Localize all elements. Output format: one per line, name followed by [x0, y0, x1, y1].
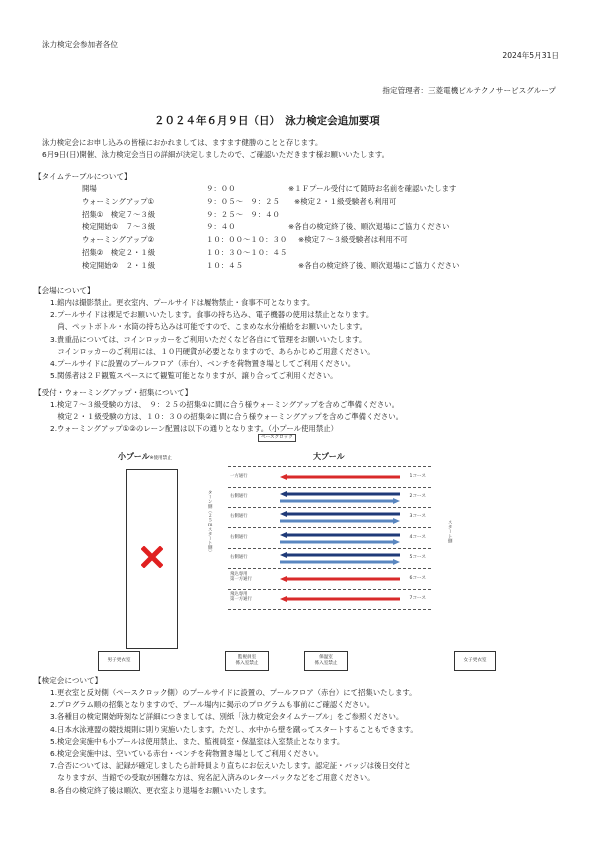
lane-rule-label: 飛込専用 第一方通行 [230, 571, 252, 582]
lane-arrow-head [393, 518, 400, 524]
timetable-note: ※検定２・１級受験者も利用可 [294, 196, 397, 206]
timetable-time: ９：００ [206, 184, 236, 193]
timetable-time: ９：２５～ ９：４０ [206, 209, 280, 219]
female-room-label: 女子更衣室 [463, 658, 487, 664]
venue-line: コインロッカーのご利用には、１０円硬貨が必要となりますので、あらかじめご用意ください。 [50, 346, 375, 356]
venue-line: 尚、ペットボトル・水筒の持ち込みは可能ですので、こまめな水分補給をお願いいたします。 [50, 322, 368, 332]
venue-line: 3.貴重品については、コインロッカーをご利用いただくなど各自にて管理をお願いいたします。 [50, 334, 367, 344]
timetable-event: 招集① 検定７～３級 [82, 209, 156, 219]
lane-arrow-left [280, 532, 400, 538]
reception-heading: 【受付・ウォーミングアップ・招集について】 [34, 388, 193, 397]
male-room-label: 男子更衣室 [107, 658, 131, 664]
lane-arrow-left [280, 491, 400, 497]
timetable-note: ※１Ｆプール受付にて随時お名前を確認いたします [288, 184, 457, 193]
lane-row [228, 487, 431, 508]
timetable-time: １０：００～１０：３０ [206, 235, 288, 245]
lane-course-label: 4コース [409, 534, 426, 540]
small-pool-note: ※使用禁止 [149, 456, 172, 461]
lane-row [228, 507, 431, 528]
timetable-row [82, 210, 562, 222]
recipient: 泳力検定会参加者各位 [42, 40, 118, 49]
venue-line: 1.館内は撮影禁止。更衣室内、プールサイドは履物禁止・食事不可となります。 [50, 298, 315, 307]
reception-line: 2.ウォーミングアップ①②のレーン配置は以下の通りとなります。（小プール使用禁止） [50, 424, 338, 434]
exam-line: 6.検定会実施中は、空いている赤台・ベンチを荷物置き場としてご利用ください。 [50, 749, 324, 758]
lane-rule-label: 飛込専用 第一方通行 [230, 592, 252, 603]
reception-line: 1.検定７～３級受験の方は、 ９：２５の招集①に間に合う様ウォーミングアップを含めご準備ください。 [50, 400, 399, 409]
lane-rule-label: 右側通行 [230, 534, 248, 540]
exam-line: 3.各種目の検定開始時刻など詳細につきましては、別紙「泳力検定会タイムテーブル」をご参照ください。 [50, 712, 404, 722]
storage-room-label: 保温室 係入室禁止 [314, 655, 338, 666]
timetable-time: ９：４０ [206, 222, 236, 232]
small-pool-title [118, 452, 172, 463]
intro-line-2: 6月9日(日)開催、泳力検定会当日の詳細が決定しましたので、ご確認いただきます様お願いいたします。 [42, 150, 390, 159]
timetable-row [82, 222, 562, 234]
lane-rule-label: 一方通行 [230, 474, 248, 479]
venue-line: 5.関係者は２Ｆ観覧スペースにて観覧可能となりますが、譲り合ってご利用ください。 [50, 371, 338, 381]
lane-row [228, 589, 431, 610]
pace-clock-label: ペースクロック [258, 434, 296, 442]
lane-arrow-head [280, 511, 287, 517]
lane-course-label: 5コース [409, 555, 426, 560]
intro-line-1: 泳力検定会にお申し込みの皆様におかれましては、ますます健勝のことと存じます。 [42, 138, 323, 147]
exam-line: 7.合否については、記録が確定しましたら計時員より直ちにお伝えいたします。認定証・バッジは後日交付と [50, 761, 412, 771]
lane-course-label: 2コース [409, 493, 426, 499]
exam-line: 8.各自の検定終了後は順次、更衣室より退場をお願いいたします。 [50, 785, 271, 795]
lane-arrow-head [280, 491, 287, 497]
timetable-row [82, 235, 562, 247]
lane-course-label: 1コース [409, 474, 426, 479]
male-changing-room [98, 651, 140, 671]
timetable-event: 開場 [82, 184, 97, 193]
lane-rule-label: 右側通行 [230, 555, 248, 560]
pool-diagram [0, 430, 600, 670]
turn-side-label: ターン側（２５ｍスタート側） [207, 490, 213, 555]
judges-room-label: 監視員室 係入室禁止 [235, 655, 259, 666]
timetable-time: １０：３０～１０：４５ [206, 248, 288, 257]
lane-arrow-right [280, 518, 400, 524]
lane-arrow-head [280, 474, 287, 480]
lane-rule-label: 右側通行 [230, 493, 248, 499]
lane-row [228, 528, 431, 549]
timetable-event: 検定開始① ７～３級 [82, 222, 156, 232]
lane-arrow-left [280, 576, 400, 582]
lane-arrow-right [280, 539, 400, 545]
document-date: 2024年5月31日 [502, 51, 559, 60]
venue-line: 4.プールサイドに設置のプールフロア（赤台）、ベンチを荷物置き場としてご利用ください。 [50, 359, 356, 368]
venue-line: 2.プールサイドは裸足でお願いいたします。食事の持ち込み、電子機器の使用は禁止となります。 [50, 310, 374, 320]
page-title: ２０２４年６月９日（日） 泳力検定会追加要項 [154, 115, 380, 127]
timetable-note: ※検定７～３級受験者は利用不可 [298, 235, 408, 245]
timetable-note: ※各自の検定終了後、順次退場にご協力ください [298, 260, 460, 270]
timetable-time: ９：０５～ ９：２５ [206, 196, 280, 206]
exam-line: 1.更衣室と反対側（ペースクロック側）のプールサイドに設置の、プールフロア（赤台）にて招集いたします。 [50, 688, 417, 697]
timetable-note: ※各自の検定終了後、順次退場にご協力ください [288, 222, 450, 232]
exam-line: 2.プログラム順の招集となりますので、プール場内に掲示のプログラムも事前にご確認ください。 [50, 700, 375, 710]
lane-arrow-head [393, 539, 400, 545]
manager: 指定管理者：三菱電機ビルテクノサービスグループ [382, 86, 556, 95]
exam-line: 5.検定会実施中も小プールは使用禁止、また、監視員室・保温室は入室禁止となります。 [50, 736, 345, 746]
timetable-event: ウォーミングアップ② [82, 235, 155, 245]
venue-heading: 【会場について】 [34, 286, 95, 295]
timetable-row [82, 248, 562, 260]
lane-arrow-left [280, 474, 400, 480]
timetable-row [82, 184, 562, 196]
lane-arrow-head [280, 532, 287, 538]
small-pool [126, 469, 178, 649]
lane-arrow-head [280, 576, 287, 582]
timetable-row [82, 261, 562, 273]
reception-line: 検定２・１級受験の方は、１０：３０の招集②に間に合う様ウォーミングアップを含めご準備ください。 [50, 412, 404, 422]
lane-arrow-right [280, 498, 400, 504]
female-changing-room [454, 651, 496, 671]
lane-course-label: 7コース [409, 596, 426, 601]
judges-room [225, 651, 269, 671]
lane-arrow-head [393, 559, 400, 565]
lane-row [228, 466, 431, 488]
exam-line: なりますが、当館での受取が困難な方は、宛名記入済みのレターパックなどをご用意ください。 [50, 773, 375, 783]
lane-arrow-left [280, 596, 400, 602]
timetable [82, 184, 562, 276]
lane-rule-label: 右側通行 [230, 514, 248, 519]
timetable-event: ウォーミングアップ① [82, 196, 155, 206]
start-side-label: スタート側 [447, 520, 453, 543]
timetable-event: 招集② 検定２・１級 [82, 248, 156, 257]
lane-arrow-right [280, 559, 400, 565]
big-pool [228, 466, 432, 611]
lane-arrow-head [280, 596, 287, 602]
small-pool-title-text: 小プール [118, 452, 150, 461]
exam-line: 4.日本水泳連盟の競技規則に則り実施いたします。ただし、水中から壁を蹴ってスタートすることもできます。 [50, 724, 418, 734]
lane-course-label: 6コース [409, 575, 426, 581]
lane-row [228, 548, 431, 569]
lane-row [228, 569, 431, 590]
lane-arrow-head [280, 552, 287, 558]
prohibited-cross-icon [141, 546, 163, 568]
big-pool-title: 大プール [313, 452, 345, 461]
lane-arrow-left [280, 511, 400, 517]
timetable-row [82, 197, 562, 209]
lane-course-label: 3コース [409, 514, 426, 519]
lane-arrow-head [393, 498, 400, 504]
timetable-event: 検定開始② ２・１級 [82, 260, 156, 270]
timetable-time: １０：４５ [206, 260, 243, 270]
storage-room [304, 651, 348, 671]
exam-heading: 【検定会について】 [34, 676, 103, 685]
lane-arrow-left [280, 552, 400, 558]
timetable-heading: 【タイムテーブルについて】 [34, 172, 132, 181]
